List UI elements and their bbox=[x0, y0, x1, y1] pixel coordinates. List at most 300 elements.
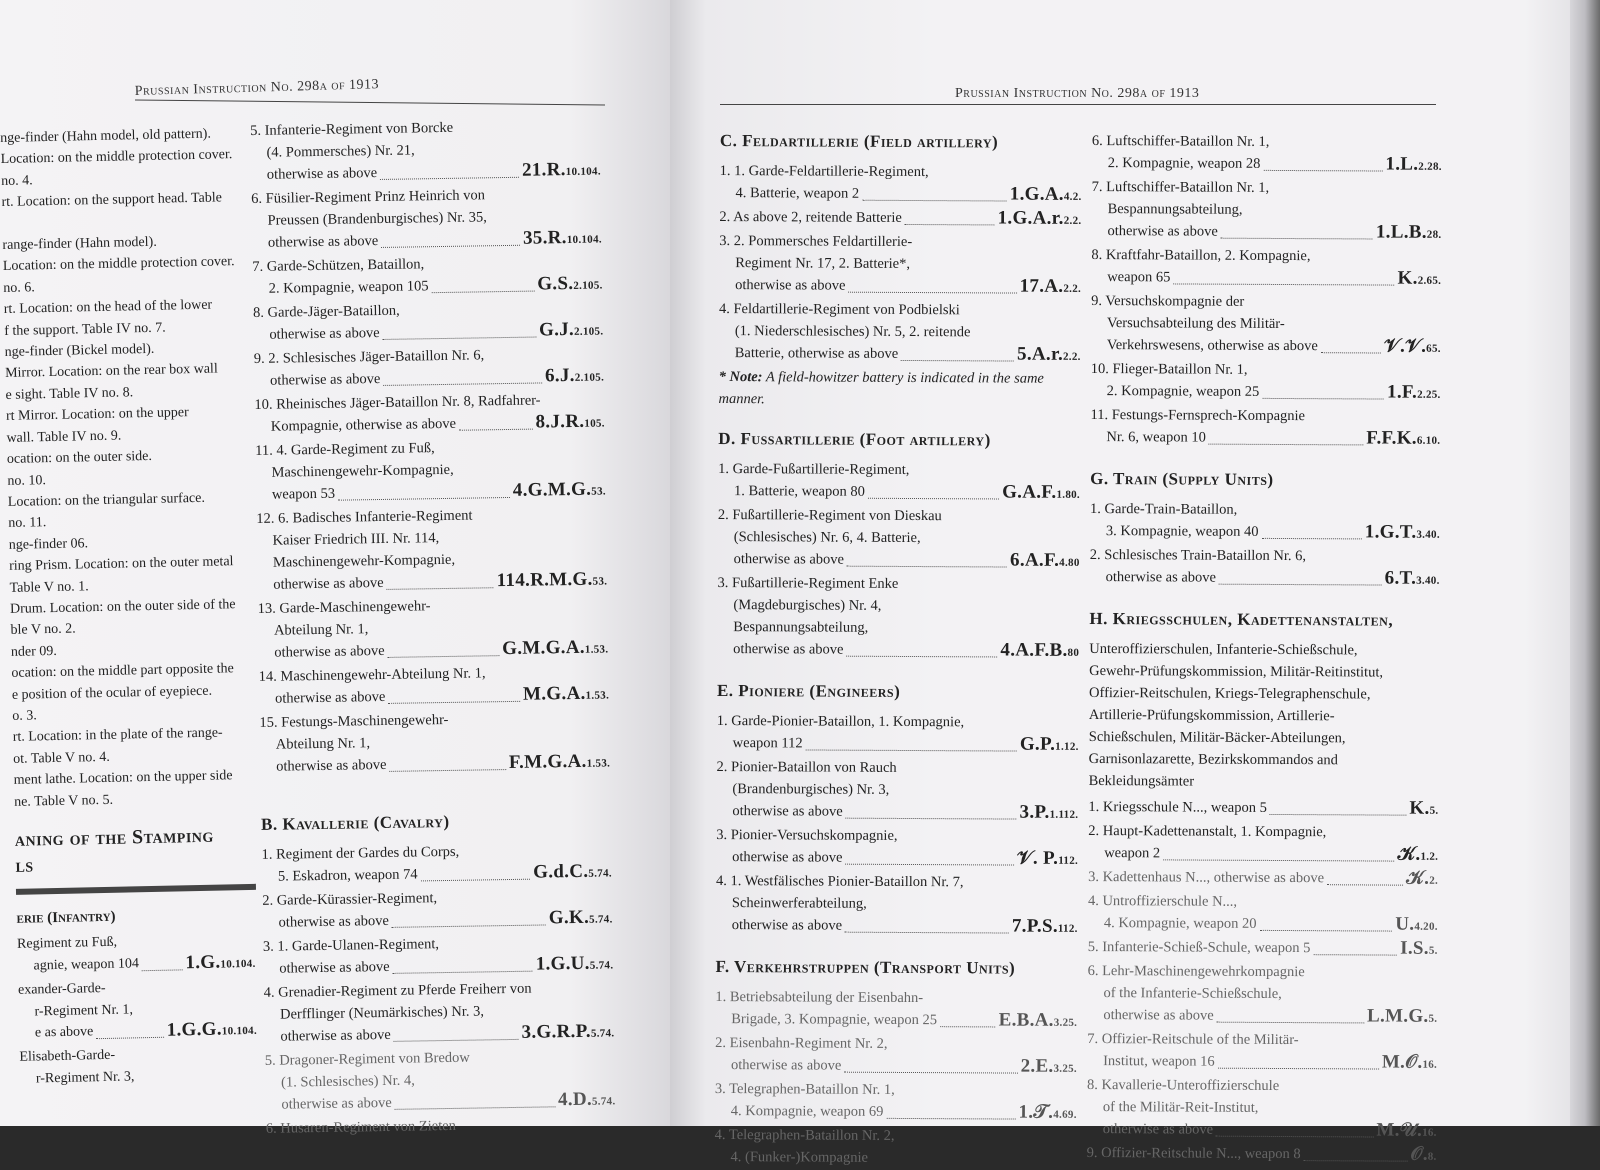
section-intro-line: Artillerie-Prüfungskommission, Artillerie- bbox=[1088, 706, 1335, 725]
list-item bbox=[1088, 820, 1438, 868]
dot-leader bbox=[845, 915, 1009, 934]
stamp-mark-code: 1.L. bbox=[1385, 153, 1419, 175]
fragment-line: wall. Table IV no. 9. bbox=[6, 428, 122, 446]
heading-line: aning of the Stamping bbox=[14, 824, 215, 851]
entry-line: 9. Versuchskompagnie der bbox=[1091, 292, 1245, 310]
dot-leader bbox=[392, 954, 532, 974]
entry-last-line bbox=[1087, 1118, 1437, 1144]
entry-line: Regiment Nr. 17, 2. Batterie*, bbox=[735, 255, 911, 272]
section-intro-line: Schießschulen, Militär-Bäcker-Abteilungen, bbox=[1088, 728, 1346, 747]
list-item bbox=[1090, 498, 1440, 546]
entry-label: otherwise as above bbox=[269, 370, 381, 389]
running-head-left: Prussian Instruction No. 298a of 1913 bbox=[134, 77, 380, 100]
entry-line: 2. Haupt-Kadettenanstalt, 1. Kompagnie, bbox=[1088, 822, 1327, 841]
entry-last-line bbox=[1091, 266, 1441, 292]
dot-leader bbox=[96, 1020, 164, 1040]
entry-line: 3. 2. Pommersches Feldartillerie- bbox=[719, 232, 913, 251]
list-item bbox=[1087, 1142, 1437, 1168]
stamp-mark bbox=[536, 952, 614, 977]
entry-label: otherwise as above bbox=[273, 574, 384, 593]
stamp-mark bbox=[1020, 734, 1079, 758]
stamp-mark bbox=[539, 318, 604, 343]
fragment-line: ment lathe. Location: on the upper side bbox=[13, 768, 233, 789]
fragment-line: rt Mirror. Location: on the upper bbox=[5, 405, 189, 425]
stamp-mark-code: F.F.K. bbox=[1366, 427, 1417, 449]
list-item bbox=[1088, 890, 1438, 938]
entry-line: 1. Betriebsabteilung der Eisenbahn- bbox=[715, 988, 924, 1007]
list-item bbox=[718, 504, 1080, 574]
stamp-mark-code: K. bbox=[1409, 797, 1430, 819]
dot-leader bbox=[806, 732, 1017, 751]
stamp-mark bbox=[522, 158, 601, 183]
dot-leader bbox=[1259, 913, 1392, 932]
stamp-mark-code: L.M.G. bbox=[1367, 1005, 1429, 1027]
fragment-line: range-finder (Hahn model). bbox=[2, 234, 157, 254]
stamp-mark-code: M.G.A. bbox=[522, 682, 586, 705]
entry-line: 1. Garde-Train-Bataillon, bbox=[1089, 500, 1238, 518]
entry-line: Bespannungsabteilung, bbox=[1107, 201, 1243, 218]
entry-line: 11. 4. Garde-Regiment zu Fuß, bbox=[255, 440, 435, 459]
entry-last-line bbox=[19, 1018, 257, 1047]
stamp-mark-code: 1.G.U. bbox=[535, 952, 590, 975]
list-item bbox=[254, 388, 605, 439]
stamp-mark bbox=[1017, 344, 1081, 368]
entry-line: Elisabeth-Garde- bbox=[19, 1048, 116, 1066]
entry-line: of the Militär-Reit-Institut, bbox=[1102, 1099, 1259, 1116]
stamp-mark-code: 35.R. bbox=[522, 227, 567, 249]
fragment-line: Location: on the middle protection cover. bbox=[2, 254, 235, 275]
entry-line: exander-Garde- bbox=[17, 981, 106, 999]
entry-label: Nr. 6, weapon 10 bbox=[1106, 429, 1206, 446]
entry-last-line bbox=[719, 274, 1081, 300]
fragment-line: o. 3. bbox=[12, 708, 37, 724]
entry-line: 1. Regiment der Gardes du Corps, bbox=[261, 843, 460, 863]
list-item bbox=[1088, 936, 1438, 962]
entry-line: 6. Husaren-Regiment von Zieten bbox=[265, 1117, 457, 1137]
entry-label: otherwise as above bbox=[1102, 1121, 1214, 1138]
stamp-mark-sub: 5.74. bbox=[591, 1095, 616, 1108]
entry-label: otherwise as above bbox=[732, 803, 843, 820]
entry-line: 2. Eisenbahn-Regiment Nr. 2, bbox=[715, 1034, 888, 1052]
entry-label: otherwise as above bbox=[266, 165, 378, 183]
fragment-line: ring Prism. Location: on the outer metal bbox=[9, 554, 234, 575]
dot-leader bbox=[1327, 867, 1403, 885]
stamp-mark-sub: 1.112. bbox=[1049, 808, 1079, 821]
entry-line: 6. Lehr-Maschinengewehrkompagnie bbox=[1087, 962, 1305, 981]
stamp-mark-sub: 4.2. bbox=[1063, 190, 1082, 203]
stamp-mark-sub: 1.80. bbox=[1056, 488, 1081, 501]
stamp-mark-sub: 65. bbox=[1426, 342, 1441, 355]
list-item bbox=[716, 756, 1078, 826]
dot-leader bbox=[1270, 797, 1407, 816]
entry-line: 8. Garde-Jäger-Bataillon, bbox=[252, 302, 400, 321]
entry-label: e as above bbox=[34, 1024, 94, 1041]
entry-line: 10. Flieger-Bataillon Nr. 1, bbox=[1090, 360, 1248, 378]
list-item bbox=[264, 976, 615, 1049]
stamp-mark bbox=[1012, 916, 1078, 940]
dot-leader bbox=[1218, 1051, 1379, 1070]
stamp-mark-sub: 2.25. bbox=[1417, 388, 1441, 401]
fragment-line: rt. Location: in the plate of the range- bbox=[12, 725, 223, 746]
stamp-mark-code: 8.J.R. bbox=[535, 410, 585, 433]
fragment-line: no. 10. bbox=[7, 472, 47, 489]
stamp-mark-sub: 5. bbox=[1429, 804, 1439, 817]
fragment-line: Location: on the middle protection cover. bbox=[0, 147, 233, 168]
fragment-line: no. 11. bbox=[8, 515, 47, 532]
section-intro-line: Gewehr-Prüfungskommission, Militär-Reitinstitut, bbox=[1089, 662, 1384, 681]
entry-line: 8. Kraftfahr-Bataillon, 2. Kompagnie, bbox=[1091, 246, 1311, 265]
entry-label: weapon 2 bbox=[1104, 845, 1161, 862]
entry-last-line bbox=[715, 1100, 1077, 1126]
stamp-mark-code: 1.G.A.r. bbox=[997, 207, 1064, 229]
stamp-mark bbox=[1018, 1102, 1076, 1126]
entry-label: otherwise as above bbox=[731, 917, 843, 934]
stamp-mark bbox=[1384, 336, 1441, 360]
stamp-mark-sub: 1.53. bbox=[584, 643, 609, 656]
list-item bbox=[253, 296, 604, 347]
entry-line: 5. Infanterie-Regiment von Borcke bbox=[250, 119, 454, 139]
stamp-mark-code: 𝒱.𝒱. bbox=[1383, 335, 1427, 357]
dot-leader bbox=[846, 801, 1017, 820]
entry-line: 1. Garde-Pionier-Bataillon, 1. Kompagnie, bbox=[716, 712, 965, 731]
dot-leader bbox=[380, 160, 519, 180]
entry-last-line bbox=[715, 1054, 1077, 1080]
stamp-mark-code: I.S. bbox=[1400, 937, 1429, 959]
entry-line: Abteilung Nr. 1, bbox=[275, 735, 371, 753]
stamp-mark bbox=[497, 568, 608, 594]
dot-leader bbox=[395, 1089, 556, 1110]
entry-last-line bbox=[1087, 1004, 1437, 1030]
list-item bbox=[1090, 544, 1440, 592]
stamp-mark-sub: 10.104. bbox=[220, 957, 256, 971]
list-item bbox=[716, 824, 1078, 872]
stamp-mark bbox=[1376, 221, 1442, 245]
dot-leader bbox=[1219, 567, 1382, 586]
entry-last-line bbox=[1088, 912, 1438, 938]
stamp-mark-code: 5.A.r. bbox=[1017, 343, 1064, 365]
stamp-mark-code: M.𝒪. bbox=[1381, 1051, 1423, 1073]
dot-leader bbox=[901, 343, 1014, 362]
entry-line: (4. Pommersches) Nr. 21, bbox=[266, 142, 415, 161]
entry-line: Kaiser Friedrich III. Nr. 114, bbox=[272, 530, 440, 549]
dot-leader bbox=[846, 639, 997, 658]
entry-label: otherwise as above bbox=[269, 324, 380, 343]
fragment-line: Mirror. Location: on the rear box wall bbox=[4, 361, 218, 382]
stamp-mark bbox=[1387, 382, 1441, 406]
list-item bbox=[719, 206, 1081, 232]
stamp-mark bbox=[1000, 639, 1079, 663]
stamp-mark bbox=[1400, 938, 1438, 962]
entry-line: 13. Garde-Maschinengewehr- bbox=[257, 598, 431, 617]
dot-leader bbox=[847, 549, 1007, 568]
section-heading: B. Kavallerie (Cavalry) bbox=[260, 811, 450, 834]
entry-label: Verkehrswesens, otherwise as above bbox=[1106, 337, 1318, 355]
entry-last-line bbox=[1090, 566, 1440, 592]
fragment-line: rt. Location: on the support head. Table bbox=[1, 190, 223, 211]
stamp-mark-code: 𝒦. bbox=[1397, 843, 1421, 865]
fragment-line: nge-finder (Hahn model, old pattern). bbox=[0, 126, 212, 146]
stamp-mark-sub: 28. bbox=[1426, 228, 1442, 241]
stamp-mark-sub: 112. bbox=[1057, 922, 1078, 935]
entry-last-line bbox=[719, 206, 1081, 232]
stamp-mark bbox=[1021, 1056, 1077, 1080]
fragment-line: ble V no. 2. bbox=[10, 621, 76, 639]
stamp-mark bbox=[521, 1020, 614, 1045]
section-heading: G. Train (Supply Units) bbox=[1090, 468, 1274, 489]
entry-line: (Magdeburgisches) Nr. 4, bbox=[733, 597, 882, 614]
header-rule-left bbox=[135, 100, 605, 106]
stamp-mark-sub: 3.40. bbox=[1416, 528, 1440, 541]
list-item bbox=[19, 1042, 258, 1090]
list-item bbox=[717, 572, 1079, 664]
entry-label: 9. Offizier-Reitschule N..., weapon 8 bbox=[1086, 1144, 1301, 1163]
list-item bbox=[263, 930, 614, 981]
stamp-mark-sub: 4.20. bbox=[1414, 920, 1438, 933]
stamp-mark bbox=[1002, 481, 1080, 505]
entry-line: 7. Offizier-Reitschule of the Militär- bbox=[1087, 1030, 1299, 1049]
left-page bbox=[0, 0, 670, 1137]
entry-last-line bbox=[717, 732, 1079, 758]
entry-label: otherwise as above bbox=[1107, 223, 1218, 240]
entry-line: 6. Füsilier-Regiment Prinz Heinrich von bbox=[251, 187, 486, 207]
stamp-mark-sub: 4.69. bbox=[1053, 1108, 1077, 1121]
list-item bbox=[259, 660, 610, 711]
entry-label: otherwise as above bbox=[1103, 1007, 1214, 1024]
entry-label: 2. As above 2, reitende Batterie bbox=[719, 208, 902, 226]
entry-label: 1. Kriegsschule N..., weapon 5 bbox=[1088, 798, 1267, 816]
list-item bbox=[256, 502, 607, 597]
entry-line: 2. Garde-Kürassier-Regiment, bbox=[262, 890, 438, 909]
list-item bbox=[1091, 176, 1441, 246]
stamp-mark bbox=[1385, 154, 1441, 178]
dot-leader bbox=[1216, 1119, 1373, 1138]
stamp-mark-code: E.B.A. bbox=[998, 1009, 1054, 1031]
fragment-line: Drum. Location: on the outer side of the bbox=[9, 597, 236, 617]
entry-label: 2. Kompagnie, weapon 28 bbox=[1107, 155, 1261, 172]
list-item bbox=[714, 1124, 1076, 1170]
entry-last-line bbox=[1087, 1142, 1437, 1168]
stamp-mark bbox=[1382, 1052, 1437, 1076]
list-item bbox=[1087, 960, 1437, 1030]
entry-line: 5. Dragoner-Regiment von Bredow bbox=[264, 1049, 470, 1069]
entry-line: 4. Feldartillerie-Regiment von Podbielski bbox=[718, 300, 960, 319]
stamp-mark-code: 𝒪. bbox=[1410, 1143, 1428, 1165]
entry-label: Brigade, 3. Kompagnie, weapon 25 bbox=[731, 1011, 938, 1029]
entry-line: 7. Garde-Schützen, Bataillon, bbox=[252, 256, 425, 275]
stamp-mark bbox=[549, 906, 613, 931]
section-subheading-infantry: erie (Infantry) bbox=[16, 908, 116, 927]
entry-last-line bbox=[17, 951, 255, 980]
stamp-mark-code: K. bbox=[1397, 267, 1418, 289]
dot-leader bbox=[868, 481, 999, 500]
stamp-mark-code: 6.T. bbox=[1384, 567, 1417, 589]
stamp-mark bbox=[523, 682, 609, 707]
entry-line: Derfflinger (Neumärkisches) Nr. 3, bbox=[279, 1003, 485, 1023]
fragment-line: ne. Table V no. 5. bbox=[13, 792, 114, 810]
entry-line: r-Regiment Nr. 3, bbox=[35, 1069, 135, 1087]
stamp-mark bbox=[1367, 1005, 1437, 1029]
entry-line: of the Infanterie-Schießschule, bbox=[1103, 985, 1282, 1003]
section-intro-line: Offizier-Reitschulen, Kriegs-Telegraphenschule, bbox=[1089, 684, 1371, 703]
dot-leader bbox=[383, 320, 537, 340]
stamp-mark-sub: 1.53. bbox=[586, 757, 611, 770]
entry-line: 15. Festungs-Maschinengewehr- bbox=[259, 711, 449, 731]
stamp-mark-sub: 2.105. bbox=[573, 325, 604, 338]
entry-last-line bbox=[1090, 426, 1440, 452]
stamp-mark bbox=[545, 364, 604, 389]
entry-last-line bbox=[716, 914, 1078, 940]
stamp-mark-sub: 5.74. bbox=[588, 867, 612, 880]
list-item bbox=[1091, 244, 1441, 292]
list-item bbox=[1091, 358, 1441, 406]
footnote-text: A field-howitzer battery is indicated in the same manner. bbox=[718, 369, 1044, 408]
stamp-mark-code: G.P. bbox=[1019, 733, 1056, 755]
stamp-mark-code: 𝒱. P. bbox=[1016, 847, 1059, 869]
entry-line: 7. Luftschiffer-Bataillon Nr. 1, bbox=[1091, 178, 1270, 196]
stamp-mark-sub: 80 bbox=[1067, 646, 1080, 659]
entry-label: otherwise as above bbox=[735, 277, 846, 294]
stamp-mark bbox=[1410, 1144, 1436, 1168]
stamp-mark-sub: 1.2. bbox=[1420, 850, 1439, 863]
stamp-mark bbox=[502, 636, 608, 662]
dot-leader bbox=[389, 752, 506, 772]
entry-last-line bbox=[1090, 520, 1440, 546]
stamp-mark-sub: 3.40. bbox=[1416, 574, 1440, 587]
entry-label: 4. Kompagnie, weapon 69 bbox=[730, 1103, 884, 1120]
list-item bbox=[717, 710, 1079, 758]
stamp-mark bbox=[1376, 1120, 1437, 1144]
entry-last-line bbox=[1091, 380, 1441, 406]
dot-leader bbox=[388, 684, 520, 704]
stamp-mark bbox=[558, 1088, 616, 1113]
list-item bbox=[715, 986, 1077, 1034]
entry-line: Scheinwerferabteilung, bbox=[731, 895, 867, 912]
entry-line: 3. Pionier-Versuchskompagnie, bbox=[716, 826, 898, 844]
entry-line: Bespannungsabteilung, bbox=[733, 619, 869, 636]
stamp-mark-code: 6.J. bbox=[544, 364, 575, 387]
list-item bbox=[262, 884, 613, 935]
entry-line: Maschinengewehr-Kompagnie, bbox=[271, 461, 454, 481]
stamp-mark-sub: 53. bbox=[591, 485, 606, 498]
stamp-mark-sub: 2.28. bbox=[1418, 160, 1442, 173]
fragment-line: ocation: on the middle part opposite the bbox=[11, 661, 234, 682]
stamp-mark bbox=[998, 207, 1082, 231]
fragment-line: no. 6. bbox=[3, 280, 36, 296]
stamp-mark-code: G.J. bbox=[538, 318, 575, 341]
stamp-mark-sub: 1.12. bbox=[1055, 740, 1079, 753]
dot-leader bbox=[1163, 842, 1394, 861]
stamp-mark bbox=[1020, 276, 1082, 300]
stamp-mark bbox=[999, 1009, 1078, 1033]
entry-last-line bbox=[715, 1008, 1077, 1034]
entry-label: 4. Batterie, weapon 2 bbox=[735, 185, 860, 202]
entry-label: otherwise as above bbox=[1105, 569, 1217, 586]
section-heading: D. Fussartillerie (Foot artillery) bbox=[718, 428, 991, 450]
stamp-mark-code: 114.R.M.G. bbox=[496, 568, 593, 592]
stamp-mark-sub: 2.2. bbox=[1062, 350, 1081, 363]
list-item bbox=[261, 838, 612, 889]
entry-line: 3. Telegraphen-Bataillon Nr. 1, bbox=[714, 1080, 895, 1098]
stamp-mark bbox=[513, 478, 606, 503]
list-item bbox=[17, 929, 256, 980]
dot-leader bbox=[1321, 335, 1381, 353]
list-item bbox=[259, 706, 610, 779]
stamp-mark-sub: 5.74. bbox=[589, 959, 614, 972]
entry-last-line bbox=[1088, 936, 1438, 962]
stamp-mark-code: 𝒦. bbox=[1406, 867, 1430, 889]
stamp-mark-code: 1.G.A. bbox=[1009, 183, 1064, 205]
entry-line: 10. Rheinisches Jäger-Bataillon Nr. 8, Radfahrer- bbox=[254, 392, 541, 413]
fragment-line: ot. Table V no. 4. bbox=[13, 749, 110, 767]
stamp-mark-sub: 3.25. bbox=[1053, 1016, 1078, 1029]
entry-label: otherwise as above bbox=[276, 756, 387, 775]
stamp-mark bbox=[1385, 568, 1440, 592]
entry-line: Maschinengewehr-Kompagnie, bbox=[272, 551, 456, 571]
fragment-line: f the support. Table IV no. 7. bbox=[4, 320, 166, 339]
entry-label: agnie, weapon 104 bbox=[33, 956, 140, 974]
stamp-mark-code: G.M.G.A. bbox=[502, 636, 585, 660]
entry-last-line bbox=[1091, 334, 1441, 360]
entry-label: otherwise as above bbox=[280, 1026, 391, 1045]
entry-last-line bbox=[1087, 1050, 1437, 1076]
entry-label: otherwise as above bbox=[281, 1094, 392, 1113]
entry-line: 1. 1. Garde-Feldartillerie-Regiment, bbox=[719, 162, 929, 181]
list-item bbox=[719, 298, 1081, 368]
stamp-mark bbox=[1365, 521, 1440, 545]
entry-last-line bbox=[1091, 220, 1441, 246]
entry-label: weapon 65 bbox=[1107, 269, 1171, 286]
dot-leader bbox=[388, 638, 500, 658]
stamp-mark-code: 3.G.R.P. bbox=[521, 1020, 592, 1043]
stamp-mark bbox=[1366, 427, 1440, 451]
stamp-mark-code: 1.G. bbox=[185, 951, 221, 974]
entry-last-line bbox=[716, 846, 1078, 872]
dot-leader bbox=[459, 412, 533, 431]
stamp-mark-code: 6.A.F. bbox=[1010, 549, 1060, 571]
section-intro-line: Bekleidungsämter bbox=[1088, 772, 1195, 790]
dot-leader bbox=[386, 570, 493, 590]
list-item bbox=[18, 975, 257, 1047]
stamp-mark-sub: 1.53. bbox=[585, 689, 610, 702]
list-item bbox=[1087, 1074, 1437, 1144]
entry-label: Batterie, otherwise as above bbox=[734, 345, 899, 362]
fragment-line: Location: on the triangular surface. bbox=[7, 490, 206, 510]
stamp-mark-code: 4.G.M.G. bbox=[512, 478, 592, 501]
stamp-mark-code: 1.𝒯. bbox=[1018, 1101, 1054, 1123]
list-item bbox=[715, 1078, 1077, 1126]
entry-label: otherwise as above bbox=[733, 551, 845, 568]
list-item bbox=[1088, 796, 1438, 822]
dot-leader bbox=[1263, 153, 1382, 172]
fragment-line: e position of the ocular of eyepiece. bbox=[11, 683, 213, 703]
dot-leader bbox=[420, 862, 530, 882]
stamp-mark-sub: 2. bbox=[1429, 874, 1439, 887]
entry-line: 4. (Funker-)Kompagnie bbox=[730, 1149, 869, 1166]
stamp-mark bbox=[533, 860, 612, 885]
dot-leader bbox=[1261, 521, 1361, 540]
column-transport-train-schools bbox=[1087, 130, 1442, 1168]
stamp-mark bbox=[1395, 914, 1438, 938]
stamp-mark bbox=[1010, 184, 1082, 208]
list-item bbox=[252, 250, 603, 301]
stamp-mark bbox=[1020, 802, 1079, 826]
list-item bbox=[255, 434, 606, 507]
stamp-mark-sub: 2.2. bbox=[1063, 282, 1082, 295]
stamp-mark-sub: 2.65. bbox=[1417, 274, 1442, 287]
entry-last-line bbox=[1088, 796, 1438, 822]
entry-line: 11. Festungs-Fernsprech-Kompagnie bbox=[1090, 406, 1306, 425]
dot-leader bbox=[1221, 221, 1373, 240]
